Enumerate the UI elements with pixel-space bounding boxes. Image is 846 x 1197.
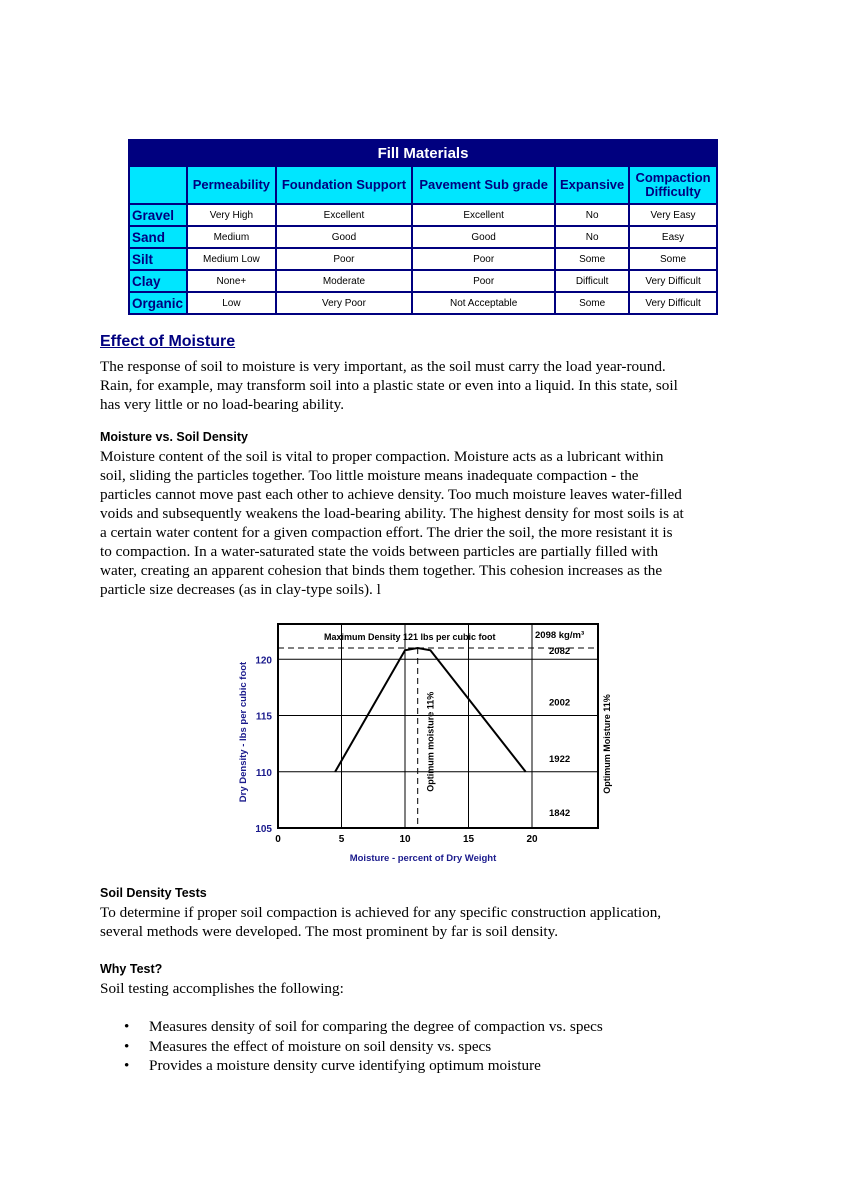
text-line: The response of soil to moisture is very important, as the soil must carry the load year-round. <box>100 358 666 375</box>
table-row <box>129 292 717 314</box>
table-cell: Very Difficult <box>629 292 717 314</box>
text-line: water, creating an apparent cohesion that binds them together. This cohesion increases as the <box>100 562 663 579</box>
table-cell: Not Acceptable <box>412 292 555 314</box>
list-item <box>100 1017 603 1037</box>
bullet-icon: • <box>124 1057 130 1074</box>
density-tests-paragraph <box>100 903 750 941</box>
table-row <box>129 204 717 226</box>
header-permeability: Permeability <box>187 166 276 204</box>
table-title: Fill Materials <box>129 140 717 166</box>
max-density-annotation: Maximum Density 121 lbs per cubic foot <box>324 632 496 642</box>
table-cell: Excellent <box>276 204 412 226</box>
list-item-text: Provides a moisture density curve identifying optimum moisture <box>149 1057 541 1074</box>
text-line: Rain, for example, may transform soil into a plastic state or even into a liquid. In this state, soil <box>100 377 678 394</box>
header-compaction-difficulty: Compaction Difficulty <box>629 166 717 204</box>
right-axis-label: 1842 <box>549 808 571 819</box>
text-line: several methods were developed. The most prominent by far is soil density. <box>100 923 559 940</box>
text-line: particles cannot move past each other to achieve density. Too much moisture leaves water-filled <box>100 486 682 503</box>
x-tick-label: 10 <box>399 834 411 845</box>
table-cell: Poor <box>276 248 412 270</box>
table-cell: Low <box>187 292 276 314</box>
row-name: Organic <box>129 292 187 314</box>
table-row <box>129 226 717 248</box>
table-cell: Very Difficult <box>629 270 717 292</box>
text-line: soil, sliding the particles together. Too little moisture means inadequate compaction - the <box>100 467 639 484</box>
right-optimum-label: Optimum Moisture 11% <box>602 694 612 794</box>
table-cell: Poor <box>412 248 555 270</box>
header-foundation-support: Foundation Support <box>276 166 412 204</box>
table-cell: Medium <box>187 226 276 248</box>
y-tick-label: 115 <box>255 711 272 723</box>
header-empty-cell <box>129 166 187 204</box>
table-row <box>129 270 717 292</box>
x-tick-label: 0 <box>275 834 281 845</box>
table-cell: Very Poor <box>276 292 412 314</box>
text-line: to compaction. In a water-saturated state the voids between particles are partially filled with <box>100 543 659 560</box>
table-cell: Good <box>412 226 555 248</box>
x-tick-label: 15 <box>462 834 475 845</box>
table-cell: Easy <box>629 226 717 248</box>
x-tick-label: 20 <box>526 834 538 845</box>
table-cell: Some <box>629 248 717 270</box>
density-tests-heading: Soil Density Tests <box>100 886 207 900</box>
table-cell: Some <box>555 248 629 270</box>
row-name: Sand <box>129 226 187 248</box>
y-tick-label: 120 <box>255 655 272 667</box>
right-axis-label: 2098 kg/m³ <box>535 630 585 641</box>
row-name: Clay <box>129 270 187 292</box>
header-expansive: Expansive <box>555 166 629 204</box>
y-tick-label: 105 <box>255 824 272 835</box>
x-tick-label: 5 <box>338 834 345 845</box>
optimum-moisture-label: Optimum moisture 11% <box>425 691 436 792</box>
list-item <box>100 1056 603 1076</box>
row-name: Silt <box>129 248 187 270</box>
why-test-heading: Why Test? <box>100 962 163 976</box>
table-cell: No <box>555 226 629 248</box>
row-name: Gravel <box>129 204 187 226</box>
text-line: Moisture content of the soil is vital to proper compaction. Moisture acts as a lubricant within <box>100 448 664 465</box>
table-cell: Very High <box>187 204 276 226</box>
table-title-row <box>129 140 717 166</box>
why-test-bullet-list <box>100 1017 603 1076</box>
table-cell: Some <box>555 292 629 314</box>
y-axis-label: Dry Density - lbs per cubic foot <box>238 661 249 803</box>
table-cell: Poor <box>412 270 555 292</box>
right-axis-label: 2082 <box>549 646 571 657</box>
list-item-text: Measures the effect of moisture on soil density vs. specs <box>149 1037 492 1055</box>
right-axis-label: 2002 <box>549 697 571 709</box>
text-line: has very little or no load-bearing ability. <box>100 396 345 413</box>
header-pavement-sub-grade: Pavement Sub grade <box>412 166 555 204</box>
y-tick-label: 110 <box>255 767 272 779</box>
table-cell: Very Easy <box>629 204 717 226</box>
table-cell: Medium Low <box>187 248 276 270</box>
table-cell: Good <box>276 226 412 248</box>
moisture-density-heading: Moisture vs. Soil Density <box>100 430 248 444</box>
text-line: a certain water content for a given compaction effort. The drier the soil, the more resistant it is <box>100 524 673 541</box>
table-cell: No <box>555 204 629 226</box>
moisture-density-paragraph <box>100 447 750 599</box>
table-cell: Difficult <box>555 270 629 292</box>
section-title: Effect of Moisture <box>100 333 236 350</box>
text-line: particle size decreases (as in clay-type soils). l <box>100 581 381 598</box>
list-item <box>100 1037 603 1057</box>
right-axis-label: 1922 <box>549 753 571 765</box>
bullet-icon: • <box>124 1037 130 1055</box>
table-row <box>129 248 717 270</box>
table-header-row <box>129 166 717 204</box>
x-axis-label: Moisture - percent of Dry Weight <box>349 853 497 864</box>
why-test-intro: Soil testing accomplishes the following: <box>100 980 344 997</box>
table-cell: Excellent <box>412 204 555 226</box>
bullet-icon: • <box>124 1018 130 1035</box>
table-cell: None+ <box>187 270 276 292</box>
fill-materials-table <box>128 139 718 315</box>
text-line: voids and subsequently weakens the load-bearing ability. The highest density for most soils is at <box>100 505 684 522</box>
list-item-text: Measures density of soil for comparing the degree of compaction vs. specs <box>149 1018 603 1035</box>
intro-paragraph <box>100 357 750 414</box>
moisture-density-chart <box>230 618 620 870</box>
table-cell: Moderate <box>276 270 412 292</box>
text-line: To determine if proper soil compaction is achieved for any specific construction application, <box>100 904 662 921</box>
